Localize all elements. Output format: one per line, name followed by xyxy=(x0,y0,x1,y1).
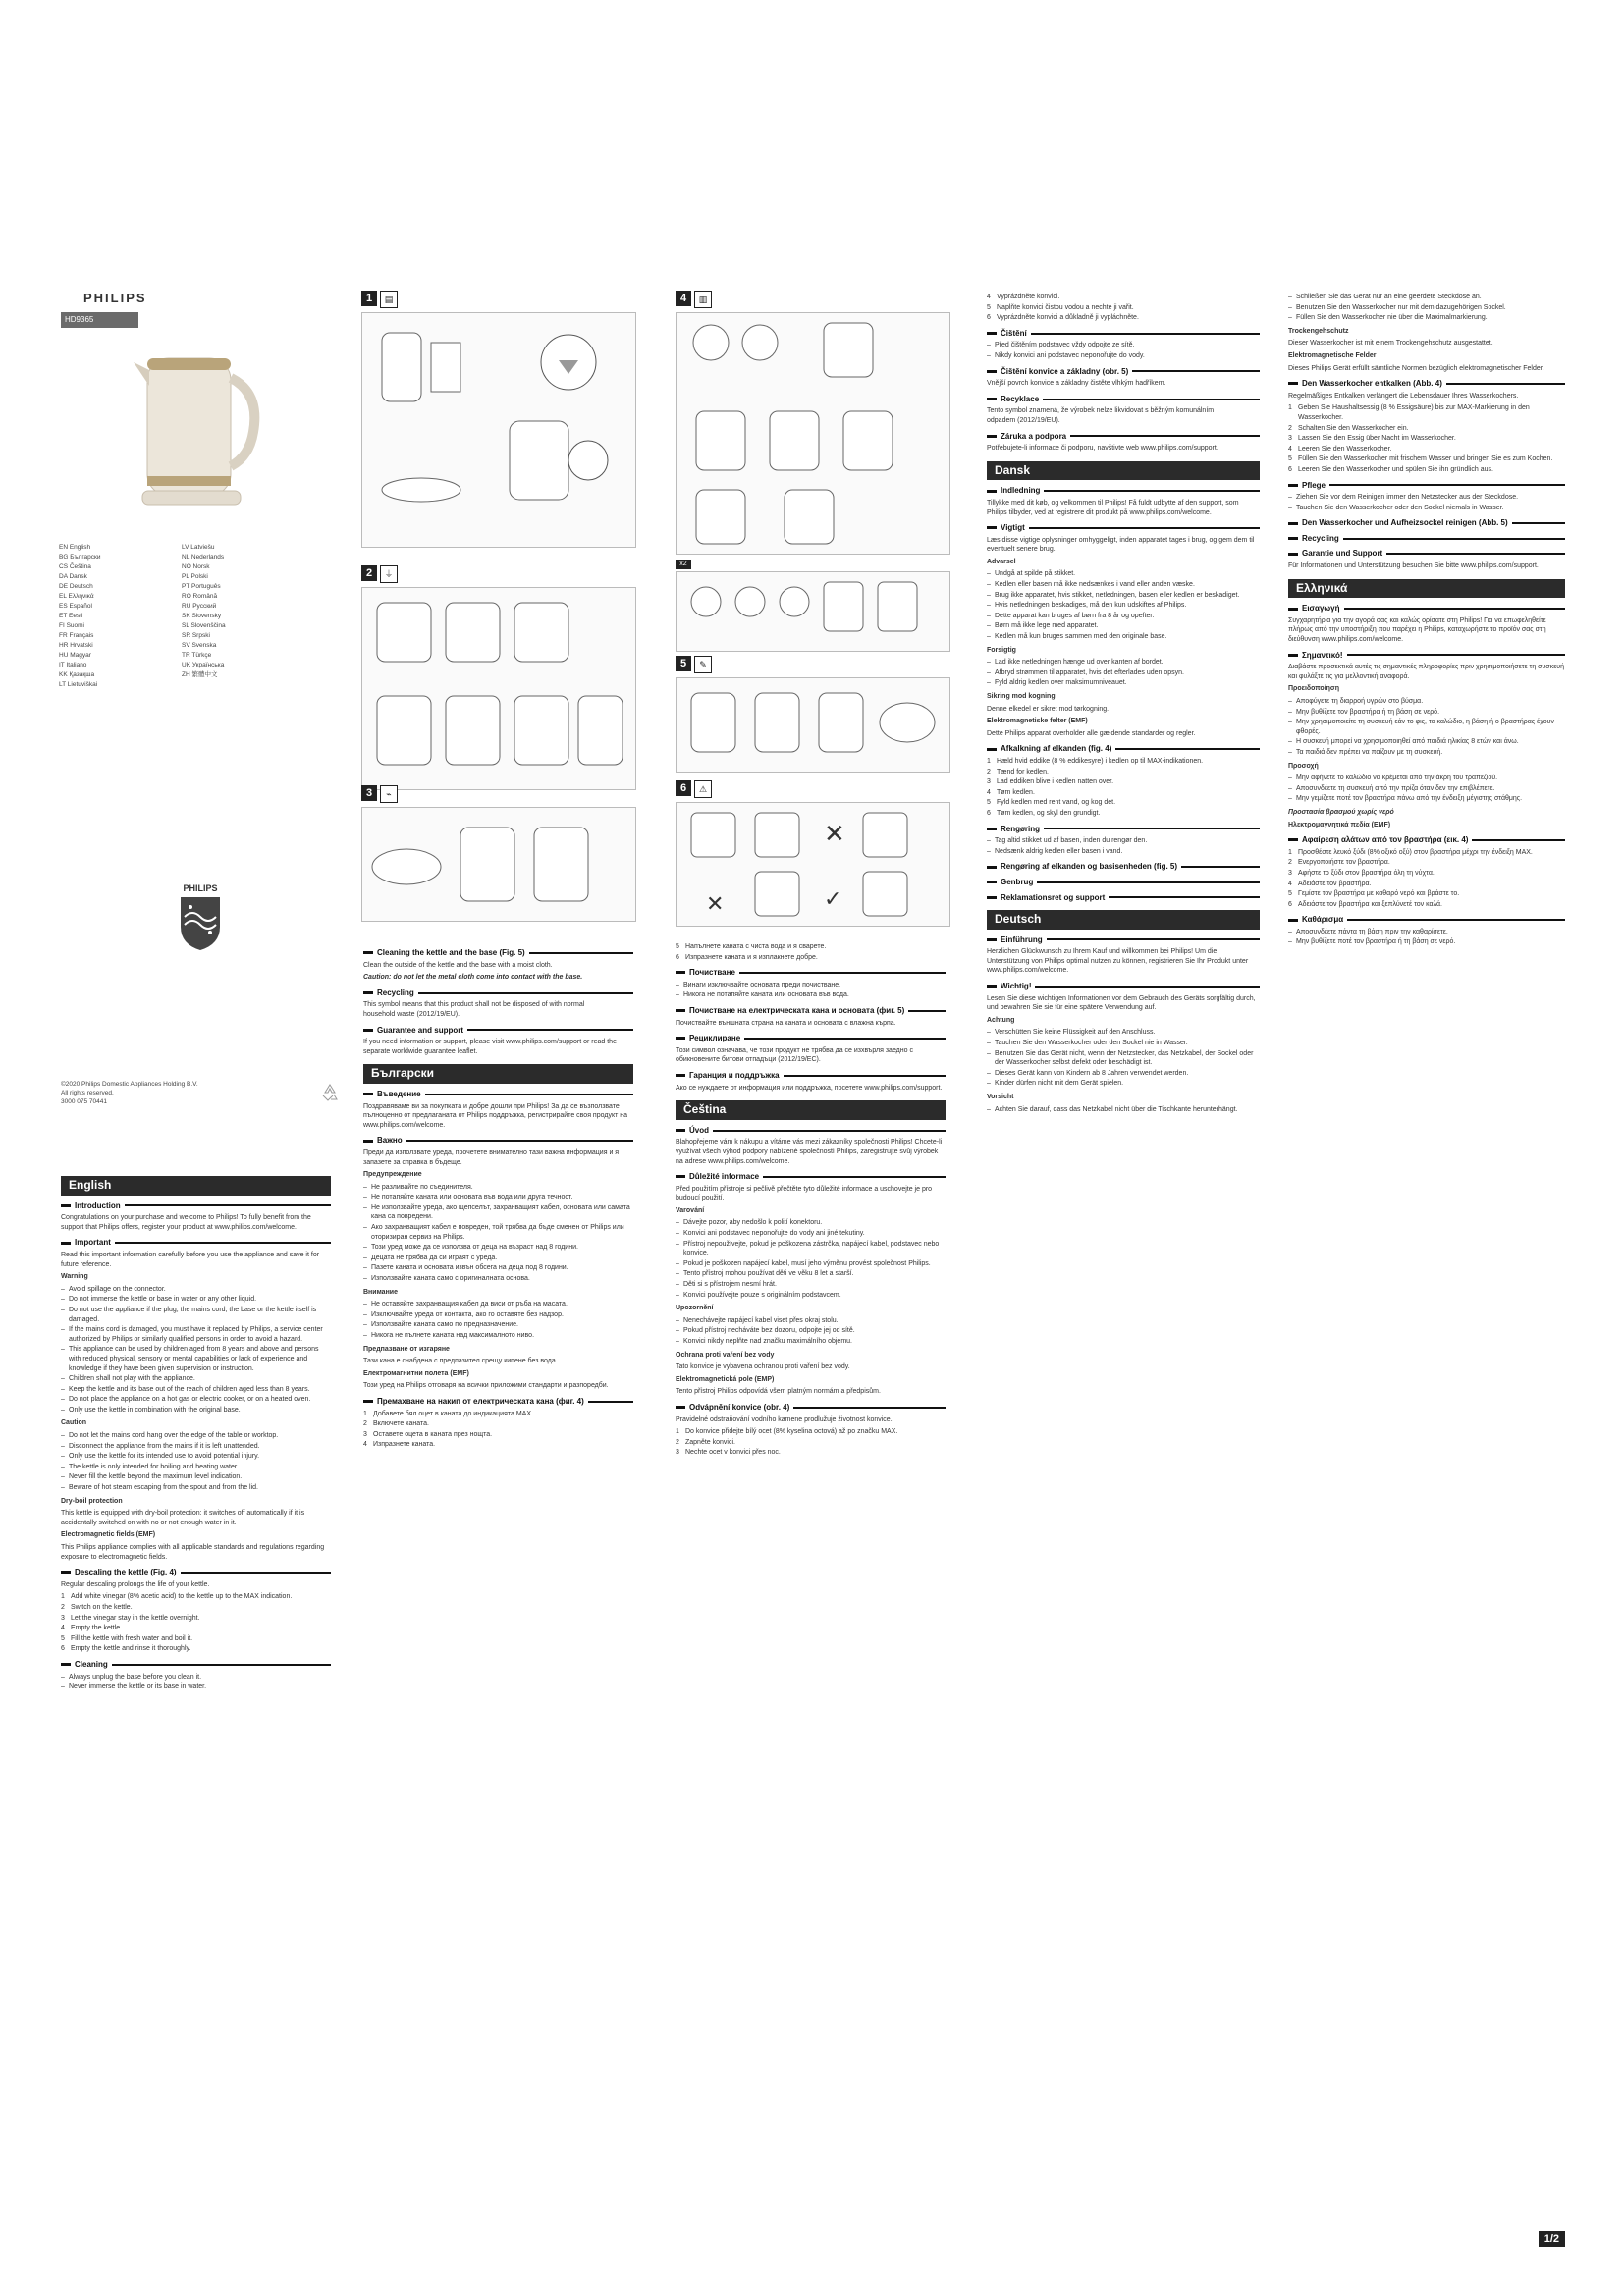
section-title: Den Wasserkocher und Aufheizsockel reinigen (Abb. 5) xyxy=(1288,518,1565,528)
lang-item: EL Ελληνικά xyxy=(59,593,94,600)
section-title: Важно xyxy=(363,1136,633,1146)
lang-item: SR Srpski xyxy=(182,632,210,639)
section-title: Recycling xyxy=(363,988,633,998)
fig-4-label: 4 ▥ xyxy=(676,291,712,308)
lang-item: RO Română xyxy=(182,593,218,600)
section-title: Гаранция и поддръжка xyxy=(676,1071,946,1081)
lang-item: ES Español xyxy=(59,603,92,610)
section-title: Cleaning xyxy=(61,1660,331,1670)
english-section: English Introduction Congratulations on your purchase and welcome to Philips! To fully benefit from the support that Philips offers, register your product at www.philips.com/welcome. Important Read this important information carefully before you use the appliance and save it for future reference. Warning – Avoid spillage on the connector. – Do not immerse the kettle or base in water or any other liquid. – Do not use the appliance if the plug, the mains cord, the base or the kettle itself is damaged. – If the mains cord is damaged, you must have it replaced by Philips, a service center authorized by Philips or similarly qualified persons in order to avoid a hazard. – This appliance can be used by children aged from 8 years and above and persons with reduced physical, sensory or mental capabilities or lack of experience and knowledge if they have been given supervision or instruction. – Children shall not play with the appliance. – Keep the kettle and its base out of the reach of children aged less than 8 years. – Do not place the appliance on a hot gas or electric cooker, or on a heated oven. – Only use the kettle in combination with the original base. Caution – Do not let the mains cord hang over the edge of the table or worktop. – Disconnect the appliance from the mains if it is left unattended. – Only use the kettle for its intended use to avoid potential injury. – The kettle is only intended for boiling and heating water. – Never fill the kettle beyond the maximum level indication. – Beware of hot steam escaping from the spout and from the lid. Dry-boil protection This kettle is equipped with dry-boil protection: it switches off automatically if it is accidentally switched on with no or not enough water in it. Electromagnetic fields (EMF) This Philips appliance complies with all applicable standards and regulations regarding exposure to electromagnetic fields. Descaling the kettle (Fig. 4) Regular descaling prolongs the life of your kettle. 1 Add white vinegar (8% acetic acid) to the kettle up to the MAX indication. 2 Switch on the kettle. 3 Let the vinegar stay in the kettle overnight. 4 Empty the kettle. 5 Fill the kettle with fresh water and boil it. 6 Empty the kettle and rinse it thoroughly. Cleaning – Always unplug the base before you clean it. – Never immerse the kettle or its base in water. xyxy=(61,1168,331,1693)
section-title: Čištění konvice a základny (obr. 5) xyxy=(987,367,1260,377)
czech-header: Čeština xyxy=(676,1100,946,1120)
page-number: 1/2 xyxy=(1539,2231,1565,2247)
greek-header: Ελληνικά xyxy=(1288,579,1565,599)
copyright-block: ©2020 Philips Domestic Appliances Holding B.V. All rights reserved. 3000 075 70441 xyxy=(61,1081,198,1105)
section-title: Den Wasserkocher entkalken (Abb. 4) xyxy=(1288,379,1565,389)
danish-german-section: 4 Vyprázdněte konvici. 5 Naplňte konvici čistou vodou a nechte ji vařit. 6 Vyprázdněte konvici a důkladně ji vypláchněte. Čištění – Před čištěním podstavec vždy odpojte ze sítě. – Nikdy konvici ani podstavec neponořujte do vody. Čištění konvice a základny (obr. 5) Vnější povrch konvice a základny čistěte vlhkým hadříkem. Recyklace Tento symbol znamená, že výrobek nelze likvidovat s běžným komunálním odpadem (2012/19/EU). Záruka a podpora Potřebujete-li informace či podporu, navštivte web www.philips.com/support. Dansk Indledning Tillykke med dit køb, og velkommen til Philips! Få fuldt udbytte af den support, som Philips tilbyder, ved at registrere dit produkt på www.philips.com/welcome. Vigtigt Læs disse vigtige oplysninger omhyggeligt, inden apparatet tages i brug, og gem dem til eventuelt senere brug. Advarsel – Undgå at spilde på stikket. – Kedlen eller basen må ikke nedsænkes i vand eller anden væske. – Brug ikke apparatet, hvis stikket, netledningen, basen eller kedlen er beskadiget. – Hvis netledningen beskadiges, må den kun udskiftes af Philips. – Dette apparat kan bruges af børn fra 8 år og opefter. – Børn må ikke lege med apparatet. – Kedlen må kun bruges sammen med den originale base. Forsigtig – Lad ikke netledningen hænge ud over kanten af bordet. – Afbryd strømmen til apparatet, hvis det efterlades uden opsyn. – Fyld aldrig kedlen over maksimumniveauet. Sikring mod kogning Denne elkedel er sikret mod tørkogning. Elektromagnetiske felter (EMF) Dette Philips apparat overholder alle gældende standarder og regler. Afkalkning af elkanden (fig. 4) 1 Hæld hvid eddike (8 % eddikesyre) i kedlen op til MAX-indikationen. 2 Tænd for kedlen. 3 Lad eddiken blive i kedlen natten over. 4 Tøm kedlen. 5 Fyld kedlen med rent vand, og kog det. 6 Tøm kedlen, og skyl den grundigt. Rengøring – Tag altid stikket ud af basen, inden du rengør den. – Nedsænk aldrig kedlen eller basen i vand. Rengøring af elkanden og basisenheden (fig. 5) Genbrug Reklamationsret og support Deutsch Einführung Herzlichen Glückwunsch zu Ihrem Kauf und willkommen bei Philips! Um die Unterstützung von Philips optimal nutzen zu können, registrieren Sie Ihr Produkt unter www.philips.com/welcome. Wichtig! Lesen Sie diese wichtigen Informationen vor dem Gebrauch des Geräts sorgfältig durch, und bewahren Sie sie für eine spätere Verwendung auf. Achtung – Verschütten Sie keine Flüssigkeit auf den Anschluss. – Tauchen Sie den Wasserkocher oder den Sockel nie in Wasser. – Benutzen Sie das Gerät nicht, wenn der Netzstecker, das Netzkabel, der Sockel oder der Wasserkocher selbst defekt oder beschädigt ist. – Dieses Gerät kann von Kindern ab 8 Jahren verwendet werden. – Kinder dürfen nicht mit dem Gerät spielen. Vorsicht – Achten Sie darauf, dass das Netzkabel nicht über die Tischkante herunterhängt. xyxy=(987,293,1260,1115)
lang-item: IT Italiano xyxy=(59,662,87,668)
lang-item: UK Українська xyxy=(182,662,225,668)
section-title: Αφαίρεση αλάτων από τον βραστήρα (εικ. 4) xyxy=(1288,835,1565,845)
section-title: Úvod xyxy=(676,1126,946,1136)
lang-item: NO Norsk xyxy=(182,563,210,570)
fig-3-label: 3 ⌁ xyxy=(361,785,398,803)
section-title: Σημαντικό! xyxy=(1288,651,1565,661)
section-title: Odvápnění konvice (obr. 4) xyxy=(676,1403,946,1413)
section-title: Почистване на електрическата кана и основата (фиг. 5) xyxy=(676,1006,946,1016)
lang-item: ZH 繁體中文 xyxy=(182,671,218,678)
figure-3-cord xyxy=(361,807,636,922)
svg-text:✕: ✕ xyxy=(824,820,845,849)
section-title: Recyklace xyxy=(987,395,1260,404)
figure-1-unboxing xyxy=(361,312,636,548)
danish-header: Dansk xyxy=(987,461,1260,481)
lang-item: DE Deutsch xyxy=(59,583,93,590)
svg-text:PHILIPS: PHILIPS xyxy=(183,883,218,893)
bulgarian-header: Български xyxy=(363,1064,633,1084)
section-title: Cleaning the kettle and the base (Fig. 5) xyxy=(363,948,633,958)
brand-logo: PHILIPS xyxy=(83,291,147,305)
german-header: Deutsch xyxy=(987,910,1260,930)
lang-item: ET Eesti xyxy=(59,613,83,619)
lang-item: TR Türkçe xyxy=(182,652,212,659)
lang-item: FR Français xyxy=(59,632,94,639)
kettle-illustration xyxy=(128,339,265,510)
fig-6-label: 6 ⚠ xyxy=(676,780,712,798)
lang-item: HR Hrvatski xyxy=(59,642,93,649)
lang-item: PL Polski xyxy=(182,573,208,580)
section-title: Důležité informace xyxy=(676,1172,946,1182)
section-title: Indledning xyxy=(987,486,1260,496)
section-title: Εισαγωγή xyxy=(1288,604,1565,614)
lang-item: NL Nederlands xyxy=(182,554,225,561)
section-title: Garantie und Support xyxy=(1288,549,1565,559)
section-title: Rengøring xyxy=(987,825,1260,834)
fig-1-label: 1 ▤ xyxy=(361,291,398,308)
section-title: Záruka a podpora xyxy=(987,432,1260,442)
figure-4-repeat xyxy=(676,571,950,652)
philips-shield-logo xyxy=(175,881,226,952)
lang-item: SV Svenska xyxy=(182,642,217,649)
section-title: Рециклиране xyxy=(676,1034,946,1043)
cord-icon: ⌁ xyxy=(380,785,398,803)
fig-2-label: 2 ⏚ xyxy=(361,565,398,583)
greek-section: – Schließen Sie das Gerät nur an eine geerdete Steckdose an. – Benutzen Sie den Wasserkocher nur mit dem dazugehörigen Sockel. – Füllen Sie den Wasserkocher nie über die Maximalmarkierung. Trockengehschutz Dieser Wasserkocher ist mit einem Trockengehschutz ausgestattet. Elektromagnetische Felder Dieses Philips Gerät erfüllt sämtliche Normen bezüglich elektromagnetischer Felder. Den Wasserkocher entkalken (Abb. 4) Regelmäßiges Entkalken verlängert die Lebensdauer Ihres Wasserkochers. 1 Geben Sie Haushaltsessig (8 % Essigsäure) bis zur MAX-Markierung in den Wasserkocher. 2 Schalten Sie den Wasserkocher ein. 3 Lassen Sie den Essig über Nacht im Wasserkocher. 4 Leeren Sie den Wasserkocher. 5 Füllen Sie den Wasserkocher mit frischem Wasser und bringen Sie es zum Kochen. 6 Leeren Sie den Wasserkocher und spülen Sie ihn gründlich aus. Pflege – Ziehen Sie vor dem Reinigen immer den Netzstecker aus der Steckdose. – Tauchen Sie den Wasserkocher oder den Sockel niemals in Wasser. Den Wasserkocher und Aufheizsockel reinigen (Abb. 5) Recycling Garantie und Support Für Informationen und Unterstützung besuchen Sie bitte www.philips.com/support. Ελληνικά Εισαγωγή Συγχαρητήρια για την αγορά σας και καλώς ορίσατε στη Philips! Για να επωφεληθείτε πλήρως από την υποστήριξη που παρέχει η Philips, καταχωρήστε το προϊόν σας στη διεύθυνση www.philips.com/welcome. Σημαντικό! Διαβάστε προσεκτικά αυτές τις σημαντικές πληροφορίες πριν χρησιμοποιήσετε τη συσκευή και φυλάξτε τις για μελλοντική αναφορά. Προειδοποίηση – Αποφύγετε τη διαρροή υγρών στο βύσμα. – Μην βυθίζετε τον βραστήρα ή τη βάση σε νερό. – Μην χρησιμοποιείτε τη συσκευή εάν το φις, το καλώδιο, η βάση ή ο βραστήρας έχουν φθορές. – Η συσκευή μπορεί να χρησιμοποιηθεί από παιδιά ηλικίας 8 ετών και άνω. – Τα παιδιά δεν πρέπει να παίζουν με τη συσκευή. Προσοχή – Μην αφήνετε το καλώδιο να κρέμεται από την άκρη του τραπεζιού. – Αποσυνδέετε τη συσκευή από την πρίζα όταν δεν την επιβλέπετε. – Μην γεμίζετε ποτέ τον βραστήρα πάνω από την ένδειξη μέγιστης στάθμης. Προστασία βρασμού χωρίς νερό Ηλεκτρομαγνητικά πεδία (EMF) Αφαίρεση αλάτων από τον βραστήρα (εικ. 4) 1 Προσθέστε λευκό ξύδι (8% οξικό οξύ) στον βραστήρα μέχρι την ένδειξη MAX. 2 Ενεργοποιήστε τον βραστήρα. 3 Αφήστε το ξύδι στον βραστήρα όλη τη νύχτα. 4 Αδειάστε τον βραστήρα. 5 Γεμίστε τον βραστήρα με καθαρό νερό και βράστε το. 6 Αδειάστε τον βραστήρα και ξεπλύνετέ τον καλά. Καθάρισμα – Αποσυνδέετε πάντα τη βάση πριν την καθαρίσετε. – Μην βυθίζετε ποτέ τον βραστήρα ή τη βάση σε νερό. xyxy=(1288,293,1565,948)
lang-item: EN English xyxy=(59,544,91,551)
section-title: Čištění xyxy=(987,329,1260,339)
warning-icon: ⚠ xyxy=(694,780,712,798)
section-title: Recycling xyxy=(1288,534,1565,544)
lang-item: KK Қазақша xyxy=(59,671,95,678)
repeat-x2-badge: x2 xyxy=(676,560,691,569)
section-title: Guarantee and support xyxy=(363,1026,633,1036)
language-list xyxy=(59,543,295,690)
unbox-icon: ▤ xyxy=(380,291,398,308)
lang-item: LT Lietuviškai xyxy=(59,681,98,688)
section-title: Rengøring af elkanden og basisenheden (fig. 5) xyxy=(987,862,1260,872)
section-title: Einführung xyxy=(987,935,1260,945)
figure-4-descaling xyxy=(676,312,950,555)
section-title: Wichtig! xyxy=(987,982,1260,991)
section-title: Afkalkning af elkanden (fig. 4) xyxy=(987,744,1260,754)
lang-item: LV Latviešu xyxy=(182,544,215,551)
section-title: Reklamationsret og support xyxy=(987,893,1260,903)
lang-item: CS Čeština xyxy=(59,563,91,570)
lang-item: FI Suomi xyxy=(59,622,85,629)
cleaning-icon: ✎ xyxy=(694,656,712,673)
english-header: English xyxy=(61,1176,331,1196)
section-title: Pflege xyxy=(1288,481,1565,491)
section-title: Descaling the kettle (Fig. 4) xyxy=(61,1568,331,1577)
section-title: Important xyxy=(61,1238,331,1248)
section-title: Introduction xyxy=(61,1201,331,1211)
figure-2-filling xyxy=(361,587,636,790)
lang-item: DA Dansk xyxy=(59,573,87,580)
figure-6-warnings xyxy=(676,802,950,927)
lang-item: SL Slovenščina xyxy=(182,622,226,629)
czech-section: 5 Напълнете каната с чиста вода и я сварете. 6 Изпразнете каната и я изплакнете добре. Почистване – Винаги изключвайте основата преди почистване. – Никога не потапяйте каната или основата във вода. Почистване на електрическата кана и основата (фиг. 5) Почиствайте външната страна на каната и основата с влажна кърпа. Рециклиране Този символ означава, че този продукт не трябва да се изхвърля заедно с обикновените битови отпадъци (2012/19/ЕС). Гаранция и поддръжка Ако се нуждаете от информация или поддръжка, посетете www.philips.com/support. Čeština Úvod Blahopřejeme vám k nákupu a vítáme vás mezi zákazníky společnosti Philips! Chcete-li využívat všech výhod podpory nabízené společností Philips, zaregistrujte svůj výrobek na adrese www.philips.com/welcome. Důležité informace Před použitím přístroje si pečlivě přečtěte tyto důležité informace a uschovejte je pro budoucí použití. Varování – Dávejte pozor, aby nedošlo k polití konektoru. – Konvici ani podstavec neponořujte do vody ani jiné tekutiny. – Přístroj nepoužívejte, pokud je poškozena zástrčka, napájecí kabel, podstavec nebo konvice. – Pokud je poškozen napájecí kabel, musí jeho výměnu provést společnost Philips. – Tento přístroj mohou používat děti ve věku 8 let a starší. – Děti si s přístrojem nesmí hrát. – Konvici používejte pouze s originálním podstavcem. Upozornění – Nenechávejte napájecí kabel viset přes okraj stolu. – Pokud přístroj necháváte bez dozoru, odpojte jej od sítě. – Konvici nikdy neplňte nad značku maximálního objemu. Ochrana proti vaření bez vody Tato konvice je vybavena ochranou proti vaření bez vody. Elektromagnetická pole (EMP) Tento přístroj Philips odpovídá všem platným normám a předpisům. Odvápnění konvice (obr. 4) Pravidelné odstraňování vodního kamene prodlužuje životnost konvice. 1 Do konvice přidejte bílý ocet (8% kyselina octová) až po značku MAX. 2 Zapněte konvici. 3 Nechte ocet v konvici přes noc. xyxy=(676,942,946,1459)
lang-item: RU Русский xyxy=(182,603,217,610)
lang-item: PT Português xyxy=(182,583,221,590)
model-tag: HD9365 xyxy=(61,312,138,328)
section-title: Καθάρισμα xyxy=(1288,915,1565,925)
svg-text:✓: ✓ xyxy=(824,887,842,912)
fig-5-label: 5 ✎ xyxy=(676,656,712,673)
recycle-icon xyxy=(319,1082,341,1103)
bulgarian-section: Cleaning the kettle and the base (Fig. 5) Clean the outside of the kettle and the base with a moist cloth. Caution: do not let the metal cloth come into contact with the base. Recycling This symbol means that this product shall not be disposed of with normal household waste (2012/19/EU). Guarantee and support If you need information or support, please visit www.philips.com/support or read the separate worldwide guarantee leaflet. Български Въведение Поздравяваме ви за покупката и добре дошли при Philips! За да се възползвате пълноценно от предлаганата от Philips поддръжка, регистрирайте своя продукт на www.philips.com/welcome. Важно Преди да използвате уреда, прочетете внимателно тази важна информация и я запазете за справка в бъдеще. Предупреждение – Не разливайте по съединителя. – Не потапяйте каната или основата във вода или друга течност. – Не използвайте уреда, ако щепселът, захранващият кабел, основата или самата кана са повредени. – Ако захранващият кабел е повреден, той трябва да бъде сменен от Philips или оторизиран сервиз на Philips. – Този уред може да се използва от деца на възраст над 8 години. – Децата не трябва да си играят с уреда. – Пазете каната и основата извън обсега на деца под 8 години. – Използвайте каната само с оригиналната основа. Внимание – Не оставяйте захранващия кабел да виси от ръба на масата. – Изключвайте уреда от контакта, ако го оставяте без надзор. – Използвайте каната само по предназначение. – Никога не пълнете каната над максималното ниво. Предпазване от изгаряне Тази кана е снабдена с предпазител срещу кипене без вода. Електромагнитни полета (EMF) Този уред на Philips отговаря на всички приложими стандарти и разпоредби. Премахване на накип от електрическата кана (фиг. 4) 1 Добавете бял оцет в каната до индикацията MAX. 2 Включете каната. 3 Оставете оцета в каната през нощта. 4 Изпразнете каната. xyxy=(363,942,633,1451)
lang-item: SK Slovensky xyxy=(182,613,222,619)
lang-item: HU Magyar xyxy=(59,652,91,659)
section-title: Vigtigt xyxy=(987,523,1260,533)
figure-5-cleaning xyxy=(676,677,950,773)
section-title: Почистване xyxy=(676,968,946,978)
section-title: Genbrug xyxy=(987,878,1260,887)
section-title: Въведение xyxy=(363,1090,633,1099)
svg-text:✕: ✕ xyxy=(706,892,725,917)
plug-icon: ⏚ xyxy=(380,565,398,583)
descale-icon: ▥ xyxy=(694,291,712,308)
section-title: Премахване на накип от електрическата кана (фиг. 4) xyxy=(363,1397,633,1407)
lang-item: BG Български xyxy=(59,554,101,561)
